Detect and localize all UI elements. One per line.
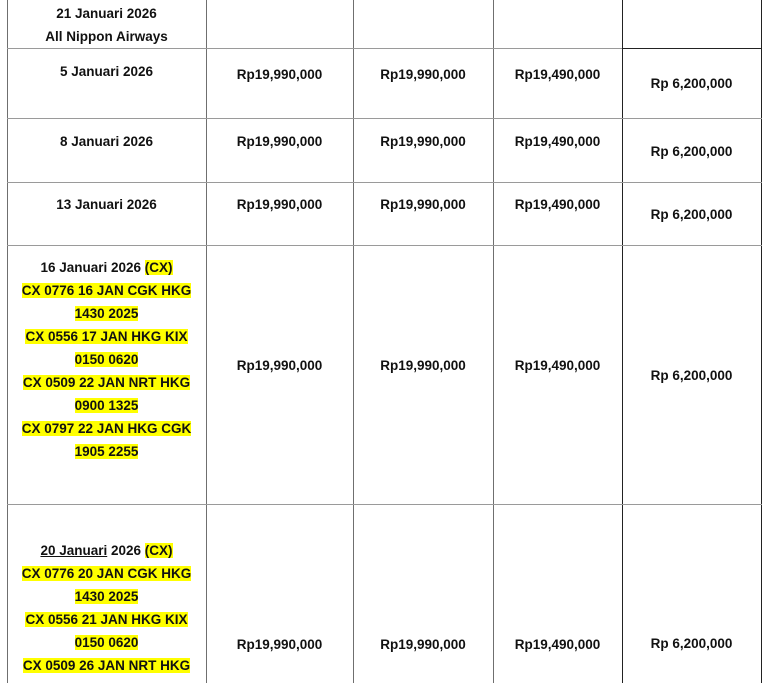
airline-name: All Nippon Airways <box>45 29 168 44</box>
airline-tag: (CX) <box>144 260 173 275</box>
table-row <box>7 2 206 48</box>
row-divider <box>7 245 762 246</box>
price-cell: Rp19,990,000 <box>236 134 323 149</box>
price-cell: Rp19,990,000 <box>236 67 323 82</box>
price-cell: Rp19,490,000 <box>514 67 601 82</box>
row-divider <box>7 182 762 183</box>
flight-time: 0900 1325 <box>74 398 139 413</box>
row-divider <box>7 48 623 49</box>
price-cell: Rp19,490,000 <box>514 637 601 652</box>
flight-line: CX 0509 22 JAN NRT HKG <box>22 375 191 390</box>
flight-time: 1430 2025 <box>74 589 139 604</box>
price-cell: Rp19,490,000 <box>514 197 601 212</box>
flight-time: 0150 0620 <box>74 635 139 650</box>
departure-date: 5 Januari 2026 <box>59 64 154 79</box>
price-cell: Rp 6,200,000 <box>650 207 733 222</box>
departure-date: 16 Januari 2026 <box>40 260 142 275</box>
price-cell: Rp 6,200,000 <box>650 76 733 91</box>
price-cell: Rp19,490,000 <box>514 358 601 373</box>
row-divider <box>7 504 762 505</box>
departure-date: 13 Januari 2026 <box>56 197 157 212</box>
row-divider <box>622 48 762 49</box>
flight-line: CX 0776 16 JAN CGK HKG <box>21 283 192 298</box>
price-cell: Rp19,990,000 <box>236 358 323 373</box>
price-cell: Rp19,990,000 <box>236 197 323 212</box>
column-divider-2 <box>353 0 354 683</box>
flight-time: 1905 2255 <box>74 444 139 459</box>
price-cell: Rp19,490,000 <box>514 134 601 149</box>
price-cell: Rp19,990,000 <box>380 67 466 82</box>
price-cell: Rp 6,200,000 <box>650 636 733 651</box>
flight-line: CX 0556 21 JAN HKG KIX <box>25 612 188 627</box>
price-cell: Rp 6,200,000 <box>650 368 733 383</box>
departure-date-line <box>7 539 206 562</box>
departure-date: 8 Januari 2026 <box>59 134 154 149</box>
column-divider-4 <box>622 0 623 683</box>
table-row <box>7 256 206 463</box>
price-cell: Rp19,990,000 <box>380 134 466 149</box>
flight-time: 1430 2025 <box>74 306 139 321</box>
flight-time: 0150 0620 <box>74 352 139 367</box>
departure-date-line <box>7 256 206 279</box>
price-cell: Rp19,990,000 <box>380 358 466 373</box>
flight-line: CX 0509 26 JAN NRT HKG <box>22 658 191 673</box>
table-row <box>7 539 206 677</box>
column-divider-1 <box>206 0 207 683</box>
price-cell: Rp19,990,000 <box>236 637 323 652</box>
price-cell: Rp19,990,000 <box>380 197 466 212</box>
row-divider <box>7 118 762 119</box>
departure-date: 20 Januari <box>40 543 108 558</box>
flight-line: CX 0556 17 JAN HKG KIX <box>25 329 188 344</box>
table-border-right <box>761 0 762 683</box>
flight-line: CX 0797 22 JAN HKG CGK <box>21 421 192 436</box>
flight-line: CX 0776 20 JAN CGK HKG <box>21 566 192 581</box>
departure-year: 2026 <box>107 543 142 558</box>
airline-tag: (CX) <box>144 543 173 558</box>
price-cell: Rp 6,200,000 <box>650 144 733 159</box>
price-cell: Rp19,990,000 <box>380 637 466 652</box>
column-divider-3 <box>493 0 494 683</box>
departure-date: 21 Januari 2026 <box>56 6 157 21</box>
